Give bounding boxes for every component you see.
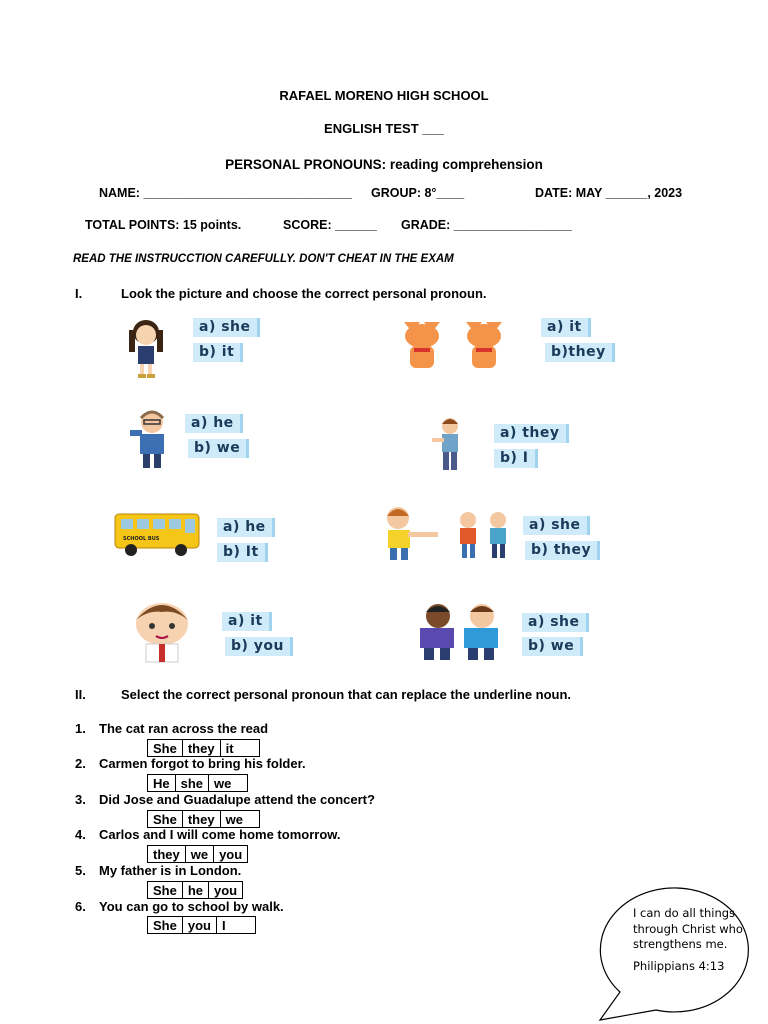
question-3-option[interactable]: they — [183, 811, 221, 827]
question-6 — [75, 899, 284, 914]
question-1-text: The cat ran across the read — [99, 721, 269, 736]
question-4-number: 4. — [75, 827, 86, 842]
boy-picture — [428, 416, 468, 474]
two-boys-picture — [412, 602, 508, 662]
question-1-option[interactable]: they — [183, 740, 221, 756]
school-name: RAFAEL MORENO HIGH SCHOOL — [279, 88, 489, 103]
question-3-text: Did Jose and Guadalupe attend the concert? — [99, 792, 375, 807]
question-4-option[interactable]: you — [219, 847, 243, 862]
question-2-text: Carmen forgot to bring his folder. — [99, 756, 306, 771]
question-4-option[interactable]: we — [186, 846, 214, 862]
question-1-options — [147, 739, 260, 757]
instruction: READ THE INSTRUCCTION CAREFULLY. DON'T CHEAT IN THE EXAM — [73, 253, 454, 265]
section2-title: Select the correct personal pronoun that can replace the underline noun. — [121, 687, 572, 702]
q7-option-b[interactable]: b) you — [225, 637, 293, 656]
question-2-options — [147, 774, 248, 792]
question-4-text: Carlos and I will come home tomorrow. — [99, 827, 341, 842]
question-6-option[interactable]: I — [221, 918, 226, 933]
grade-field: GRADE: _________________ — [401, 218, 572, 232]
school-bus-picture — [113, 510, 205, 558]
question-2-option[interactable]: we — [214, 776, 232, 791]
question-5-options — [147, 881, 243, 899]
q5-option-a[interactable]: a) he — [217, 518, 275, 537]
verse-line-3: strengthens me. — [633, 937, 728, 951]
q3-option-b[interactable]: b) we — [188, 439, 249, 458]
question-1-option[interactable]: it — [225, 741, 234, 756]
question-6-option[interactable]: you — [183, 917, 217, 933]
question-3-option[interactable]: we — [225, 812, 243, 827]
question-6-option[interactable]: She — [148, 917, 183, 933]
verse-line-1: I can do all things — [633, 906, 736, 920]
question-4-option[interactable]: they — [148, 846, 186, 862]
q2-option-a[interactable]: a) it — [541, 318, 591, 337]
section1-number: I. — [75, 286, 83, 301]
q4-option-a[interactable]: a) they — [494, 424, 569, 443]
question-3 — [75, 792, 375, 807]
question-2-option[interactable]: He — [148, 775, 176, 791]
question-6-options — [147, 916, 256, 934]
question-1 — [75, 721, 268, 736]
q8-option-b[interactable]: b) we — [522, 637, 583, 656]
q2-option-b[interactable]: b)they — [545, 343, 615, 362]
question-3-number: 3. — [75, 792, 86, 807]
question-6-text: You can go to school by walk. — [99, 899, 284, 914]
verse-reference: Philippians 4:13 — [633, 958, 725, 973]
verse-line-2: through Christ who — [633, 921, 743, 936]
two-cats-picture — [400, 316, 520, 372]
question-1-option[interactable]: She — [148, 740, 183, 756]
topic-main: PERSONAL PRONOUNS: — [225, 157, 387, 172]
q3-option-a[interactable]: a) he — [185, 414, 243, 433]
boy-face-picture — [124, 602, 200, 664]
question-5-option[interactable]: he — [183, 882, 209, 898]
date-field: DATE: MAY ______, 2023 — [535, 186, 683, 200]
bus-label: SCHOOL BUS — [123, 536, 160, 542]
question-1-number: 1. — [75, 721, 86, 736]
q6-option-b[interactable]: b) they — [525, 541, 600, 560]
question-5-option[interactable]: She — [148, 882, 183, 898]
question-2-number: 2. — [75, 756, 86, 771]
topic-sub: reading comprehension — [386, 157, 543, 172]
q7-option-a[interactable]: a) it — [222, 612, 272, 631]
old-man-picture — [128, 408, 178, 470]
section1-title: Look the picture and choose the correct personal pronoun. — [121, 286, 487, 301]
q4-option-b[interactable]: b) I — [494, 449, 538, 468]
q5-option-b[interactable]: b) It — [217, 543, 268, 562]
question-2-option[interactable]: she — [176, 775, 209, 791]
q1-option-b[interactable]: b) it — [193, 343, 243, 362]
q6-option-a[interactable]: a) she — [523, 516, 590, 535]
name-field: NAME: ______________________________ — [99, 186, 352, 200]
boy-pointing-at-kids-picture — [378, 506, 518, 562]
question-5-number: 5. — [75, 863, 86, 878]
group-field: GROUP: 8°____ — [371, 186, 465, 200]
test-title: ENGLISH TEST ___ — [324, 121, 444, 136]
section2-number: II. — [75, 687, 86, 702]
question-2 — [75, 756, 306, 771]
question-3-options — [147, 810, 260, 828]
question-6-number: 6. — [75, 899, 86, 914]
question-4-options — [147, 845, 248, 863]
question-5-option[interactable]: you — [214, 883, 238, 898]
question-3-option[interactable]: She — [148, 811, 183, 827]
girl-picture — [118, 318, 178, 380]
score-field: SCORE: ______ — [283, 218, 377, 232]
topic-title — [0, 157, 768, 172]
question-5 — [75, 863, 241, 878]
q8-option-a[interactable]: a) she — [522, 613, 589, 632]
question-4 — [75, 827, 341, 842]
bible-verse — [633, 906, 743, 974]
total-points: TOTAL POINTS: 15 points. — [85, 218, 242, 232]
q1-option-a[interactable]: a) she — [193, 318, 260, 337]
question-5-text: My father is in London. — [99, 863, 242, 878]
